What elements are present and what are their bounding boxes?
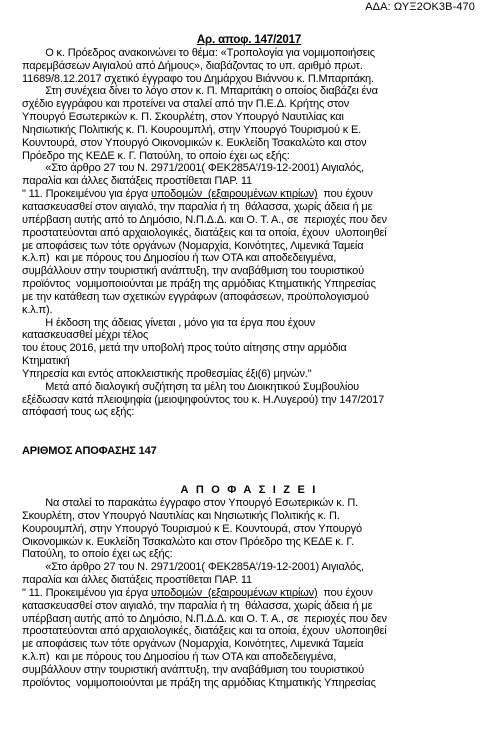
decision-keyword: Α Π Ο Φ Α Σ Ι Ζ Ε Ι bbox=[180, 484, 318, 497]
spacer bbox=[22, 458, 476, 484]
text-line: υπέρβαση αυτής από το Δημόσιο, Ν.Π.Δ.Δ. και Ο. Τ. Α., σε περιοχές που δεν bbox=[22, 612, 387, 625]
text-line: " 11. Προκειμένου για έργα υποδομών (εξαιρουμένων κτιρίων) που έχουν bbox=[22, 586, 373, 599]
text-line: «Στο άρθρο 27 του Ν. 2971/2001( ΦΕΚ285Α'/19-12-2001) Αιγιαλός, bbox=[22, 561, 364, 574]
text-line: συμβάλλουν στην τουριστική ανάπτυξη, την αναβάθμιση του τουριστικού bbox=[22, 265, 364, 278]
text-line: κ.λ.π) και με πόρους του Δημοσίου ή των ΟΤΑ και αποδεδειγμένα, bbox=[22, 252, 337, 265]
text-line: κατασκευασθεί μέχρι τέλος bbox=[22, 329, 149, 342]
text-line: κατασκευασθεί στον αιγιαλό, την παραλία ή τη θάλασσα, χωρίς άδεια ή με bbox=[22, 200, 373, 213]
document-body bbox=[22, 34, 476, 690]
decision-section bbox=[22, 497, 476, 690]
text-line: Νησιωτικής Πολιτικής κ. Π. Κουρουμπλή, στην Υπουργό Τουρισμού κ Ε. bbox=[22, 123, 362, 136]
text-line: Να σταλεί το παρακάτω έγγραφο στον Υπουργό Εσωτερικών κ. Π. bbox=[22, 497, 359, 509]
text-line: κ.λ.π). bbox=[22, 303, 53, 316]
text-line: συμβάλλουν στην τουριστική ανάπτυξη, την αναβάθμιση του τουριστικού bbox=[22, 663, 364, 676]
text-line: «Στο άρθρο 27 του Ν. 2971/2001( ΦΕΚ285Α'/19-12-2001) Αιγιαλός, bbox=[22, 162, 364, 175]
text-line: 11689/8.12.2017 σχετικό έγγραφο του Δημάρχου Βιάννου κ. Π.Μπαριτάκη. bbox=[22, 72, 374, 85]
text-line: Κτηματική bbox=[22, 355, 70, 368]
text-line: Στη συνέχεια δίνει το λόγο στον κ. Π. Μπαριτάκη ο οποίος διαβάζει ένα bbox=[22, 85, 378, 98]
text-line: με αποφάσεις των τότε οργάνων (Νομαρχία, Κοινότητες, Λιμενικά Ταμεία bbox=[22, 239, 364, 252]
text-line: " 11. Προκειμένου για έργα υποδομών (εξαιρουμένων κτιρίων) που έχουν bbox=[22, 188, 373, 201]
text-line: προϊόντος νομιμοποιούνται με πράξη της αρμόδιας Κτηματικής Υπηρεσίας bbox=[22, 676, 376, 689]
text-line: Κουρουμπλή, στην Υπουργό Τουρισμού κ Ε. Κουντουρά, στον Υπουργό bbox=[22, 522, 362, 535]
text-line: προϊόντος νομιμοποιούνται με πράξη της αρμόδιας Κτηματικής Υπηρεσίας bbox=[22, 278, 376, 291]
text-line: κ.λ.π) και με πόρους του Δημοσίου ή των ΟΤΑ και αποδεδειγμένα, bbox=[22, 651, 337, 664]
text-line: προστατεύονται από αρχαιολογικές, διατάξεις και τα οποία, έχουν υλοποιηθεί bbox=[22, 625, 387, 638]
text-line: Μετά από διαλογική συζήτηση τα μέλη του Διοικητικού Συμβουλίου bbox=[22, 380, 360, 393]
text-line: Οικονομικών κ. Ευκλείδη Τσακαλώτο και στον Πρόεδρο της ΚΕΔΕ κ. Γ. bbox=[22, 535, 354, 548]
ada-code: ΑΔΑ: ΩΥΞ2ΟΚ3Β-470 bbox=[365, 1, 475, 13]
text-line: Σκουρλέτη, στον Υπουργό Ναυτιλίας και Νησιωτικής Πολιτικής κ. Π. bbox=[22, 509, 340, 522]
text-line: Πρόεδρο της ΚΕΔΕ κ. Γ. Πατούλη, το οποίο έχει ως εξής: bbox=[22, 149, 290, 162]
text-line: Η έκδοση της άδειας γίνεται , μόνο για τα έργα που έχουν bbox=[22, 316, 316, 329]
text-line: Υπουργό Εσωτερικών κ. Π. Σκουρλέτη, στον Υπουργό Ναυτιλίας και bbox=[22, 111, 344, 124]
text-line: προστατεύονται από αρχαιολογικές, διατάξεις και τα οποία, έχουν υλοποιηθεί bbox=[22, 226, 387, 239]
spacer bbox=[22, 419, 476, 445]
text-line: κατασκευασθεί στον αιγιαλό, την παραλία ή τη θάλασσα, χωρίς άδεια ή με bbox=[22, 599, 373, 612]
text-line: εξέδωσαν κατά πλειοψηφία (μειοψηφούντος του κ. Η.Λυγερού) την 147/2017 bbox=[22, 393, 385, 406]
decision-reference-title: Αρ. αποφ. 147/2017 bbox=[196, 34, 302, 46]
text-line: Υπηρεσία και εντός αποκλειστικής προθεσμίας έξι(6) μηνών." bbox=[22, 367, 312, 380]
text-line: Κουντουρά, στον Υπουργό Οικονομικών κ. Ευκλείδη Τσακαλώτο και στον bbox=[22, 136, 367, 149]
text-line: Ο κ. Πρόεδρος ανακοινώνει το θέμα: «Τροπολογία για νομιμοποιήσεις bbox=[22, 46, 375, 59]
text-line: με αποφάσεις των τότε οργάνων (Νομαρχία, Κοινότητες, Λιμενικά Ταμεία bbox=[22, 638, 364, 651]
text-line: Πατούλη, το οποίο έχει ως εξής: bbox=[22, 548, 173, 561]
text-line: σχέδιο εγγράφου και προτείνει να σταλεί από την Π.Ε.Δ. Κρήτης στον bbox=[22, 98, 350, 111]
text-line: με την κατάθεση των σχετικών εγγράφων (αποφάσεων, προϋπολογισμού bbox=[22, 290, 369, 303]
text-line: υπέρβαση αυτής από το Δημόσιο, Ν.Π.Δ.Δ. και Ο. Τ. Α., σε περιοχές που δεν bbox=[22, 213, 387, 226]
minutes-section bbox=[22, 47, 476, 419]
text-line: του έτους 2016, μετά την υποβολή προς τούτο αίτησης στην αρμόδια bbox=[22, 342, 347, 355]
text-line: απόφασή τους ως εξής: bbox=[22, 406, 135, 419]
text-line: παραλία και άλλες διατάξεις προστίθεται ΠΑΡ. 11 bbox=[22, 175, 253, 188]
text-line: παραλία και άλλες διατάξεις προστίθεται ΠΑΡ. 11 bbox=[22, 574, 253, 587]
text-line: παρεμβάσεων Αιγιαλού από Δήμους», διαβάζοντας το υπ. αριθμό πρωτ. bbox=[22, 59, 363, 72]
decision-number-heading: ΑΡΙΘΜΟΣ ΑΠΟΦΑΣΗΣ 147 bbox=[22, 445, 157, 458]
